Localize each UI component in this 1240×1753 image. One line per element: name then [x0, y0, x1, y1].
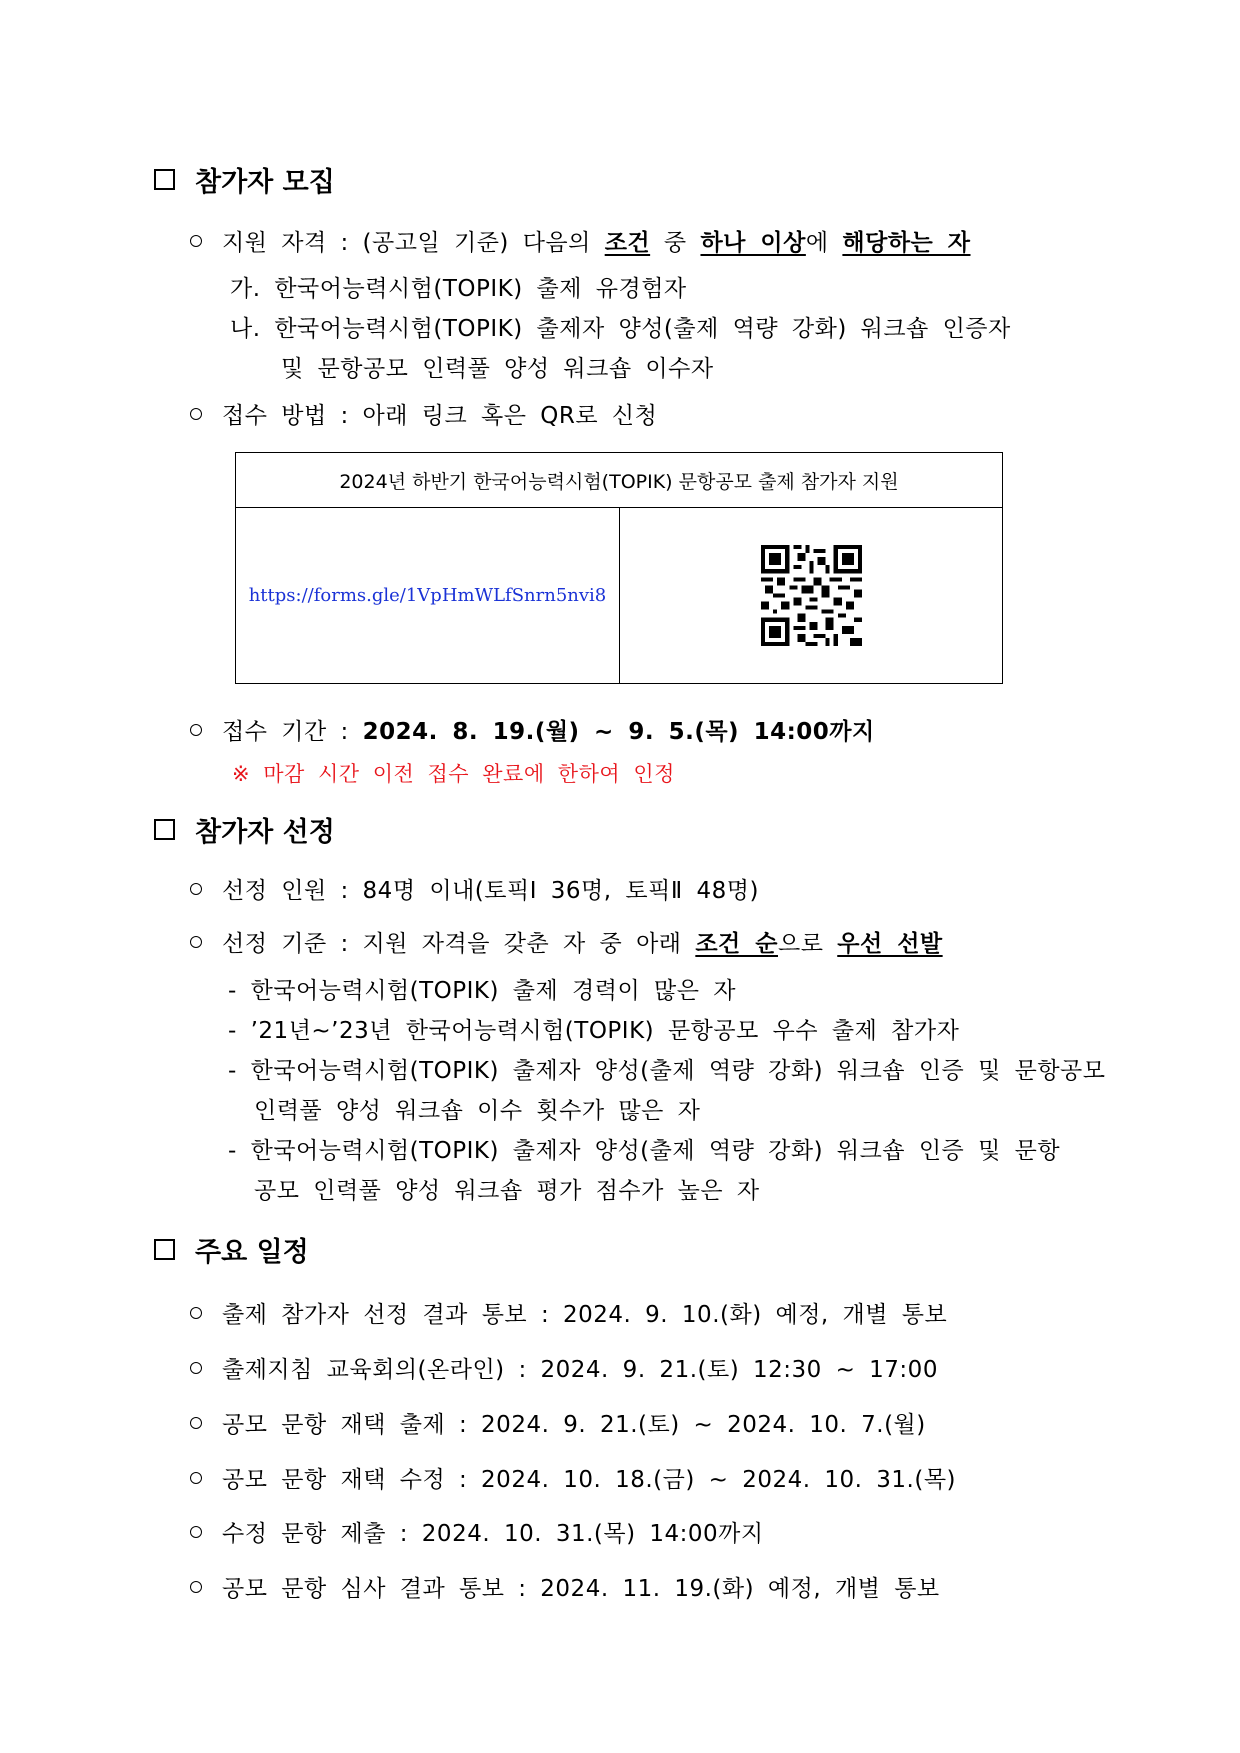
schedule-item-5 — [190, 1515, 764, 1548]
criteria-item-3: - 한국어능력시험(TOPIK) 출제자 양성(출제 역량 강화) 워크숍 인증 및 문항공모 — [228, 1058, 1106, 1084]
selection-criteria-text: 으로 — [778, 931, 838, 957]
criteria-item-4-cont: 공모 인력풀 양성 워크숍 평가 점수가 높은 자 — [254, 1178, 760, 1204]
qualification-text: 에 — [805, 230, 843, 256]
circle-bullet-icon — [190, 1581, 202, 1593]
selection-count-text: 선정 인원 : 84명 이내(토픽Ⅰ 36명, 토픽Ⅱ 48명) — [222, 878, 759, 904]
emphasis-one-or-more: 하나 이상 — [700, 230, 806, 256]
apply-method-line — [190, 397, 657, 430]
section-heading-selection — [154, 810, 335, 849]
criteria-item-2: - ’21년~’23년 한국어능력시험(TOPIK) 문항공모 우수 출제 참가자 — [228, 1018, 960, 1044]
criteria-item-1: - 한국어능력시험(TOPIK) 출제 경력이 많은 자 — [228, 978, 736, 1004]
qr-cell — [620, 508, 1002, 683]
schedule-text: 출제 참가자 선정 결과 통보 : 2024. 9. 10.(화) 예정, 개별 통보 — [222, 1302, 948, 1328]
emphasis-applicable: 해당하는 자 — [842, 230, 971, 256]
schedule-item-4 — [190, 1461, 956, 1494]
qualification-item-na-cont: 및 문항공모 인력풀 양성 워크숍 이수자 — [281, 356, 714, 382]
schedule-text: 공모 문항 재택 수정 : 2024. 10. 18.(금) ~ 2024. 10. 31.(목) — [222, 1467, 957, 1493]
circle-bullet-icon — [190, 936, 202, 948]
criteria-item-3-cont: 인력풀 양성 워크숍 이수 횟수가 많은 자 — [254, 1098, 701, 1124]
apply-table — [235, 452, 1003, 684]
section-heading-schedule — [154, 1230, 309, 1269]
circle-bullet-icon — [190, 724, 202, 736]
qr-code-icon[interactable] — [761, 545, 862, 646]
emphasis-condition-order: 조건 순 — [695, 931, 778, 957]
apply-period-line — [190, 713, 875, 746]
qualification-item-ga: 가. 한국어능력시험(TOPIK) 출제 유경험자 — [230, 276, 687, 302]
circle-bullet-icon — [190, 1472, 202, 1484]
checkbox-icon — [154, 1239, 175, 1260]
circle-bullet-icon — [190, 883, 202, 895]
selection-count-line — [190, 872, 759, 905]
schedule-item-3 — [190, 1406, 926, 1439]
schedule-item-1 — [190, 1296, 947, 1329]
circle-bullet-icon — [190, 235, 202, 247]
schedule-text: 출제지침 교육회의(온라인) : 2024. 9. 21.(토) 12:30 ~ 17:00 — [222, 1357, 938, 1383]
schedule-item-6 — [190, 1570, 940, 1603]
qualification-item-na: 나. 한국어능력시험(TOPIK) 출제자 양성(출제 역량 강화) 워크숍 인증자 — [230, 316, 1011, 342]
apply-period-value: 2024. 8. 19.(월) ~ 9. 5.(목) 14:00까지 — [362, 719, 875, 745]
apply-period-label: 접수 기간 : — [222, 719, 363, 745]
circle-bullet-icon — [190, 1307, 202, 1319]
qualification-line — [190, 224, 971, 257]
criteria-item-4: - 한국어능력시험(TOPIK) 출제자 양성(출제 역량 강화) 워크숍 인증 및 문항 — [228, 1138, 1061, 1164]
section-heading-recruit — [154, 160, 335, 199]
circle-bullet-icon — [190, 408, 202, 420]
emphasis-condition: 조건 — [604, 230, 651, 256]
checkbox-icon — [154, 169, 175, 190]
apply-table-header: 2024년 하반기 한국어능력시험(TOPIK) 문항공모 출제 참가자 지원 — [236, 453, 1002, 508]
circle-bullet-icon — [190, 1362, 202, 1374]
schedule-item-2 — [190, 1351, 938, 1384]
circle-bullet-icon — [190, 1417, 202, 1429]
deadline-note: ※ 마감 시간 이전 접수 완료에 한하여 인정 — [232, 762, 675, 786]
selection-criteria-line — [190, 925, 943, 958]
schedule-text: 공모 문항 재택 출제 : 2024. 9. 21.(토) ~ 2024. 10. 7.(월) — [222, 1412, 926, 1438]
circle-bullet-icon — [190, 1526, 202, 1538]
apply-form-link[interactable]: https://forms.gle/1VpHmWLfSnrn5nvi8 — [236, 508, 620, 683]
schedule-text: 공모 문항 심사 결과 통보 : 2024. 11. 19.(화) 예정, 개별 통보 — [222, 1576, 940, 1602]
checkbox-icon — [154, 819, 175, 840]
qualification-label: 지원 자격 : (공고일 기준) 다음의 — [222, 230, 605, 256]
section-title: 참가자 선정 — [195, 817, 335, 848]
schedule-text: 수정 문항 제출 : 2024. 10. 31.(목) 14:00까지 — [222, 1521, 764, 1547]
section-title: 참가자 모집 — [195, 167, 335, 198]
section-title: 주요 일정 — [195, 1237, 309, 1268]
qualification-text: 중 — [650, 230, 701, 256]
apply-method-text: 접수 방법 : 아래 링크 혹은 QR로 신청 — [222, 403, 658, 429]
selection-criteria-label: 선정 기준 : 지원 자격을 갖춘 자 중 아래 — [222, 931, 696, 957]
emphasis-priority-selection: 우선 선발 — [837, 931, 943, 957]
